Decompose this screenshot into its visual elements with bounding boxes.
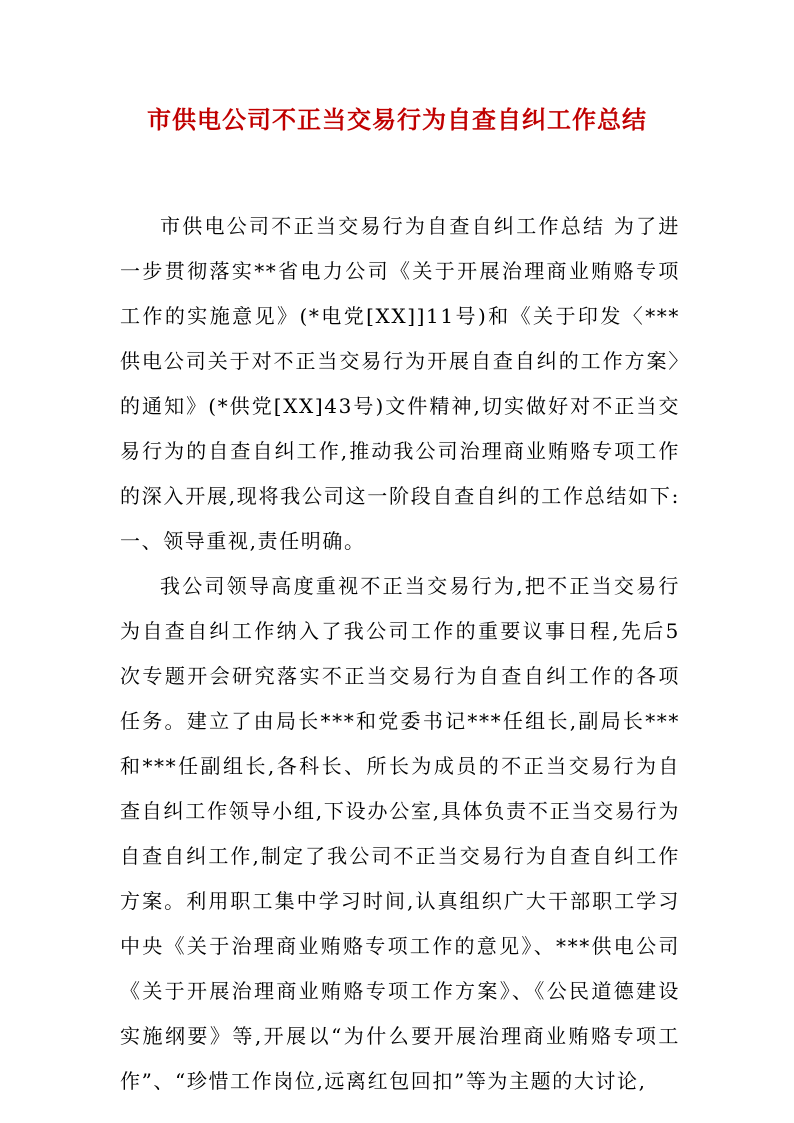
paragraph-2: 我公司领导高度重视不正当交易行为,把不正当交易行为自查自纠工作纳入了我公司工作的重要议事日程,先后5次专题开会研究落实不正当交易行为自查自纠工作的各项任务。建立了由局长***和党委书记***任组长,副局长***和***任副组长,各科长、所长为成员的不正当交易行为自查自纠工作领导小组,下设办公室,具体负责不正当交易行为自查自纠工作,制定了我公司不正当交易行为自查自纠工作方案。利用职工集中学习时间,认真组织广大干部职工学习中央《关于治理商业贿赂专项工作的意见》、***供电公司《关于开展治理商业贿赂专项工作方案》、《公民道德建设实施纲要》等,开展以“为什么要开展治理商业贿赂专项工作”、“珍惜工作岗位,远离红包回扣”等为主题的大讨论, <box>120 574 680 1093</box>
paragraph-1: 市供电公司不正当交易行为自查自纠工作总结 为了进一步贯彻落实**省电力公司《关于开展治理商业贿赂专项工作的实施意见》(*电党[XX]]11号)和《关于印发〈***供电公司关于对不正当交易行为开展自查自纠的工作方案〉的通知》(*供党[XX]43号)文件精神,切实做好对不正当交易行为的自查自纠工作,推动我公司治理商业贿赂专项工作的深入开展,现将我公司这一阶段自查自纠的工作总结如下:一、领导重视,责任明确。 <box>120 214 680 553</box>
document-body <box>120 204 680 1104</box>
document-title: 市供电公司不正当交易行为自查自纠工作总结 <box>147 106 647 134</box>
